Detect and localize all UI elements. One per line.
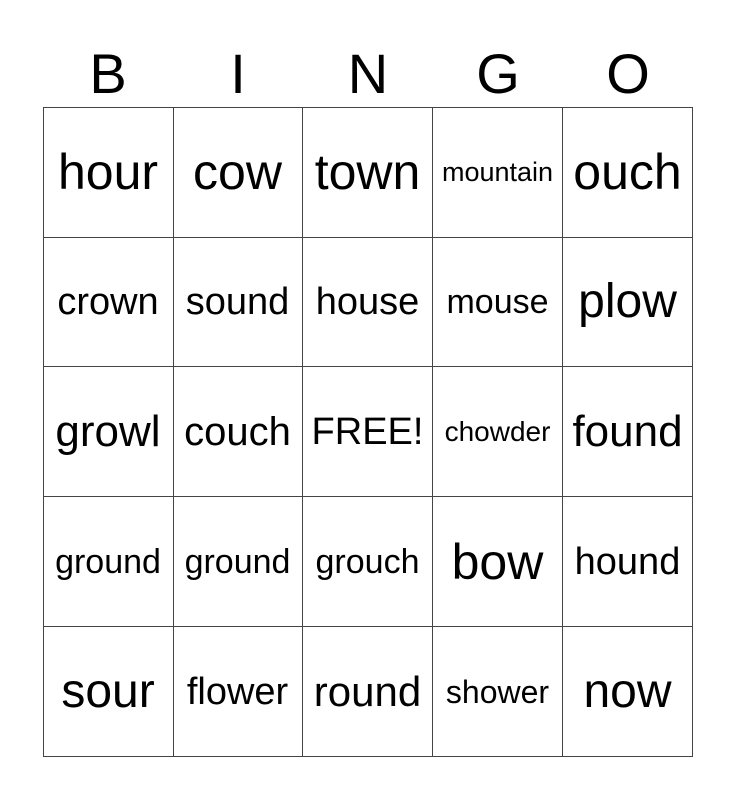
header-letter-i: I	[230, 42, 246, 105]
bingo-cell-word: ground	[55, 542, 161, 581]
bingo-cell-word: ground	[184, 542, 291, 581]
header-letter-g: G	[476, 42, 520, 105]
bingo-cell-word: found	[572, 406, 683, 456]
bingo-cell[interactable]	[43, 237, 174, 367]
bingo-cell[interactable]	[173, 627, 303, 757]
bingo-cell-word: sound	[185, 280, 290, 323]
header-letter-b: B	[89, 42, 127, 105]
bingo-cell-word: shower	[445, 673, 550, 710]
header-letter-o: O	[606, 42, 650, 105]
bingo-cell[interactable]	[433, 107, 563, 238]
bingo-cell[interactable]	[303, 237, 433, 367]
bingo-cell-word: chowder	[444, 415, 551, 447]
bingo-cell[interactable]	[303, 497, 433, 627]
bingo-cell[interactable]	[433, 627, 563, 757]
bingo-cell[interactable]	[563, 627, 693, 757]
bingo-cell[interactable]	[433, 367, 563, 497]
bingo-cell-word: FREE!	[311, 410, 424, 453]
bingo-free-cell[interactable]	[303, 367, 433, 497]
bingo-cell-word: growl	[55, 406, 161, 456]
bingo-cell[interactable]	[173, 237, 303, 367]
bingo-cell-word: couch	[184, 409, 291, 454]
bingo-header	[43, 40, 693, 108]
bingo-cell-word: ouch	[573, 144, 682, 200]
bingo-cell-word: town	[314, 144, 421, 200]
bingo-cell[interactable]	[303, 107, 433, 238]
bingo-cell-word: now	[583, 664, 672, 718]
bingo-cell[interactable]	[433, 237, 563, 367]
bingo-cell-word: sour	[61, 664, 155, 718]
bingo-card-grid	[43, 107, 693, 757]
bingo-cell-word: flower	[186, 670, 289, 713]
bingo-cell-word: hound	[574, 540, 681, 583]
bingo-cell[interactable]	[43, 497, 174, 627]
bingo-cell[interactable]	[563, 497, 693, 627]
bingo-cell[interactable]	[563, 107, 693, 238]
bingo-cell[interactable]	[173, 107, 303, 238]
bingo-cell-word: bow	[451, 533, 544, 590]
bingo-cell-word: crown	[57, 280, 159, 323]
bingo-cell[interactable]	[563, 237, 693, 367]
bingo-cell-word: house	[315, 280, 420, 323]
bingo-cell[interactable]	[173, 497, 303, 627]
bingo-cell-word: cow	[193, 144, 282, 200]
bingo-cell-word: grouch	[315, 542, 420, 581]
bingo-cell[interactable]	[303, 627, 433, 757]
bingo-cell[interactable]	[43, 107, 174, 238]
bingo-cell-word: mountain	[441, 156, 554, 187]
bingo-cell[interactable]	[43, 367, 174, 497]
bingo-cell-word: hour	[57, 144, 159, 200]
bingo-cell[interactable]	[563, 367, 693, 497]
bingo-cell-word: round	[313, 667, 422, 715]
header-letter-n: N	[347, 42, 389, 105]
bingo-cell-word: mouse	[446, 282, 549, 321]
bingo-cell[interactable]	[173, 367, 303, 497]
bingo-cell-word: plow	[578, 274, 677, 328]
bingo-cell[interactable]	[43, 627, 174, 757]
bingo-cell[interactable]	[433, 497, 563, 627]
